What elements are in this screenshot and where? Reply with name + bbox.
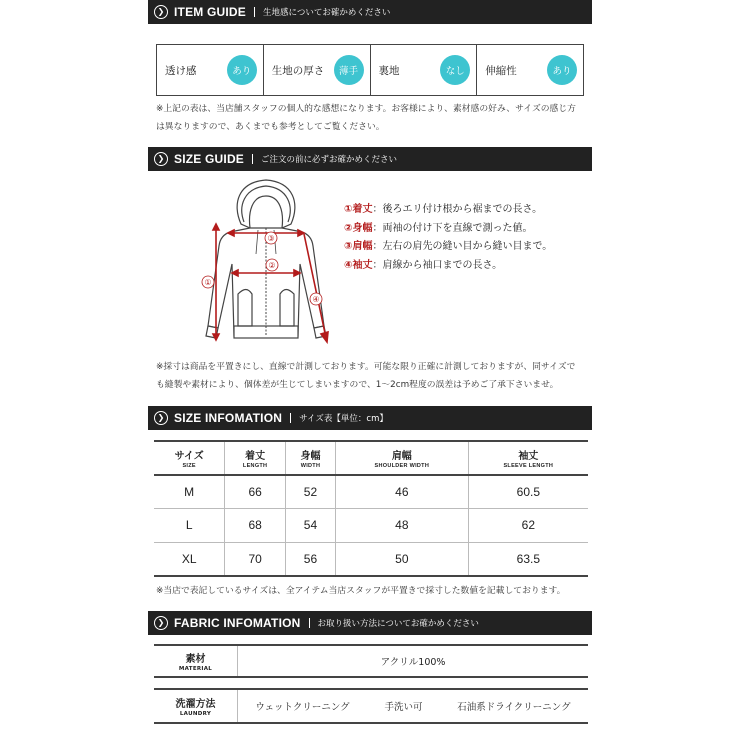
section-title: SIZE INFOMATION: [174, 411, 283, 425]
section-title: SIZE GUIDE: [174, 152, 245, 166]
table-cell: 52: [285, 475, 335, 509]
laundry-value: 手洗い可: [384, 702, 423, 713]
table-cell: 70: [225, 542, 286, 576]
divider: [290, 413, 291, 423]
marker-width: ②: [268, 261, 276, 270]
item-guide-note: [156, 100, 586, 136]
table-cell: XL: [154, 542, 225, 576]
table-cell: 68: [225, 509, 286, 543]
divider: [252, 154, 253, 164]
size-info-note: [156, 582, 586, 600]
laundry-value: ウェットクリーニング: [255, 702, 350, 713]
marker-shoulder: ③: [267, 234, 275, 243]
item-guide-table: [156, 44, 584, 96]
chevron-right-icon: ❯: [154, 616, 168, 630]
guide-label: 裏地: [378, 64, 400, 77]
guide-value-badge: 薄手: [334, 55, 364, 85]
table-cell: 54: [285, 509, 335, 543]
column-header: サイズ SIZE: [154, 441, 225, 475]
hood-outline: [237, 180, 295, 228]
guide-value-badge: あり: [547, 55, 577, 85]
guide-value-badge: あり: [227, 55, 257, 85]
guide-value-badge: なし: [440, 55, 470, 85]
guide-cell-transparency: [156, 45, 264, 95]
column-header: 肩幅 SHOULDER WIDTH: [336, 441, 469, 475]
material-value: アクリル100%: [380, 657, 446, 668]
size-legend: [344, 201, 552, 275]
table-cell: 63.5: [468, 542, 588, 576]
chevron-right-icon: ❯: [154, 152, 168, 166]
column-header: 袖丈 SLEEVE LENGTH: [468, 441, 588, 475]
fabric-info-header: [148, 611, 592, 635]
section-subtitle: ご注文の前に必ずお確かめください: [261, 155, 398, 165]
marker-length: ①: [204, 278, 212, 287]
table-cell: 60.5: [468, 475, 588, 509]
guide-label: 生地の厚さ: [271, 64, 325, 77]
column-header: 着丈 LENGTH: [225, 441, 286, 475]
legend-item: ④袖丈：肩線から袖口までの長さ。: [344, 259, 503, 271]
table-cell: 50: [336, 542, 469, 576]
item-guide-header: [148, 0, 592, 24]
section-subtitle: 生地感についてお確かめください: [263, 8, 391, 18]
table-row: [154, 542, 588, 576]
table-cell: 66: [225, 475, 286, 509]
hoodie-diagram: [186, 176, 346, 354]
material-row: [154, 644, 588, 678]
marker-sleeve: ④: [312, 295, 320, 304]
laundry-label: 洗濯方法 LAUNDRY: [154, 690, 238, 722]
note-line: ※当店で表記しているサイズは、全アイテム当店スタッフが平置きで採寸した数値を記載しております。: [156, 586, 566, 596]
legend-item: ③肩幅：左右の肩先の縫い目から縫い目まで。: [344, 241, 553, 252]
size-guide-note: [156, 358, 586, 394]
table-cell: L: [154, 509, 225, 543]
note-line: は異なりますので、あくまでも参考としてご覧ください。: [156, 122, 385, 132]
divider: [309, 618, 310, 628]
guide-cell-lining: [371, 45, 478, 95]
table-cell: M: [154, 475, 225, 509]
section-subtitle: お取り扱い方法についてお確かめください: [317, 619, 479, 629]
chevron-right-icon: ❯: [154, 411, 168, 425]
chevron-right-icon: ❯: [154, 5, 168, 19]
size-table: [154, 440, 588, 577]
guide-cell-stretch: [477, 45, 584, 95]
table-row: [154, 509, 588, 543]
note-line: も縫製や素材により、個体差が生じてしまいますので、1〜2cm程度の誤差は予めご了承下さいませ。: [156, 380, 559, 390]
section-subtitle: サイズ表【単位：cm】: [299, 414, 388, 424]
note-line: ※採寸は商品を平置きにし、直線で計測しております。可能な限り正確に計測しておりますが、同サイズで: [156, 362, 576, 372]
note-line: ※上記の表は、当店舗スタッフの個人的な感想になります。お客様により、素材感の好み、サイズの感じ方: [156, 104, 576, 114]
size-guide-header: [148, 147, 592, 171]
laundry-value: 石油系ドライクリーニング: [457, 702, 571, 713]
section-title: ITEM GUIDE: [174, 5, 247, 19]
table-cell: 48: [336, 509, 469, 543]
section-title: FABRIC INFOMATION: [174, 616, 301, 630]
legend-item: ①着丈：後ろエリ付け根から裾までの長さ。: [344, 204, 543, 215]
table-cell: 56: [285, 542, 335, 576]
size-info-header: [148, 406, 592, 430]
guide-label: 透け感: [165, 64, 197, 77]
table-header-row: [154, 441, 588, 475]
guide-label: 伸縮性: [485, 64, 517, 77]
laundry-values: [238, 699, 588, 713]
laundry-row: [154, 688, 588, 724]
table-cell: 46: [336, 475, 469, 509]
guide-cell-thickness: [264, 45, 371, 95]
table-cell: 62: [468, 509, 588, 543]
material-label: 素材 MATERIAL: [154, 646, 238, 676]
table-row: [154, 475, 588, 509]
legend-item: ②身幅：両袖の付け下を直線で測った値。: [344, 222, 533, 234]
column-header: 身幅 WIDTH: [285, 441, 335, 475]
divider: [254, 7, 255, 17]
